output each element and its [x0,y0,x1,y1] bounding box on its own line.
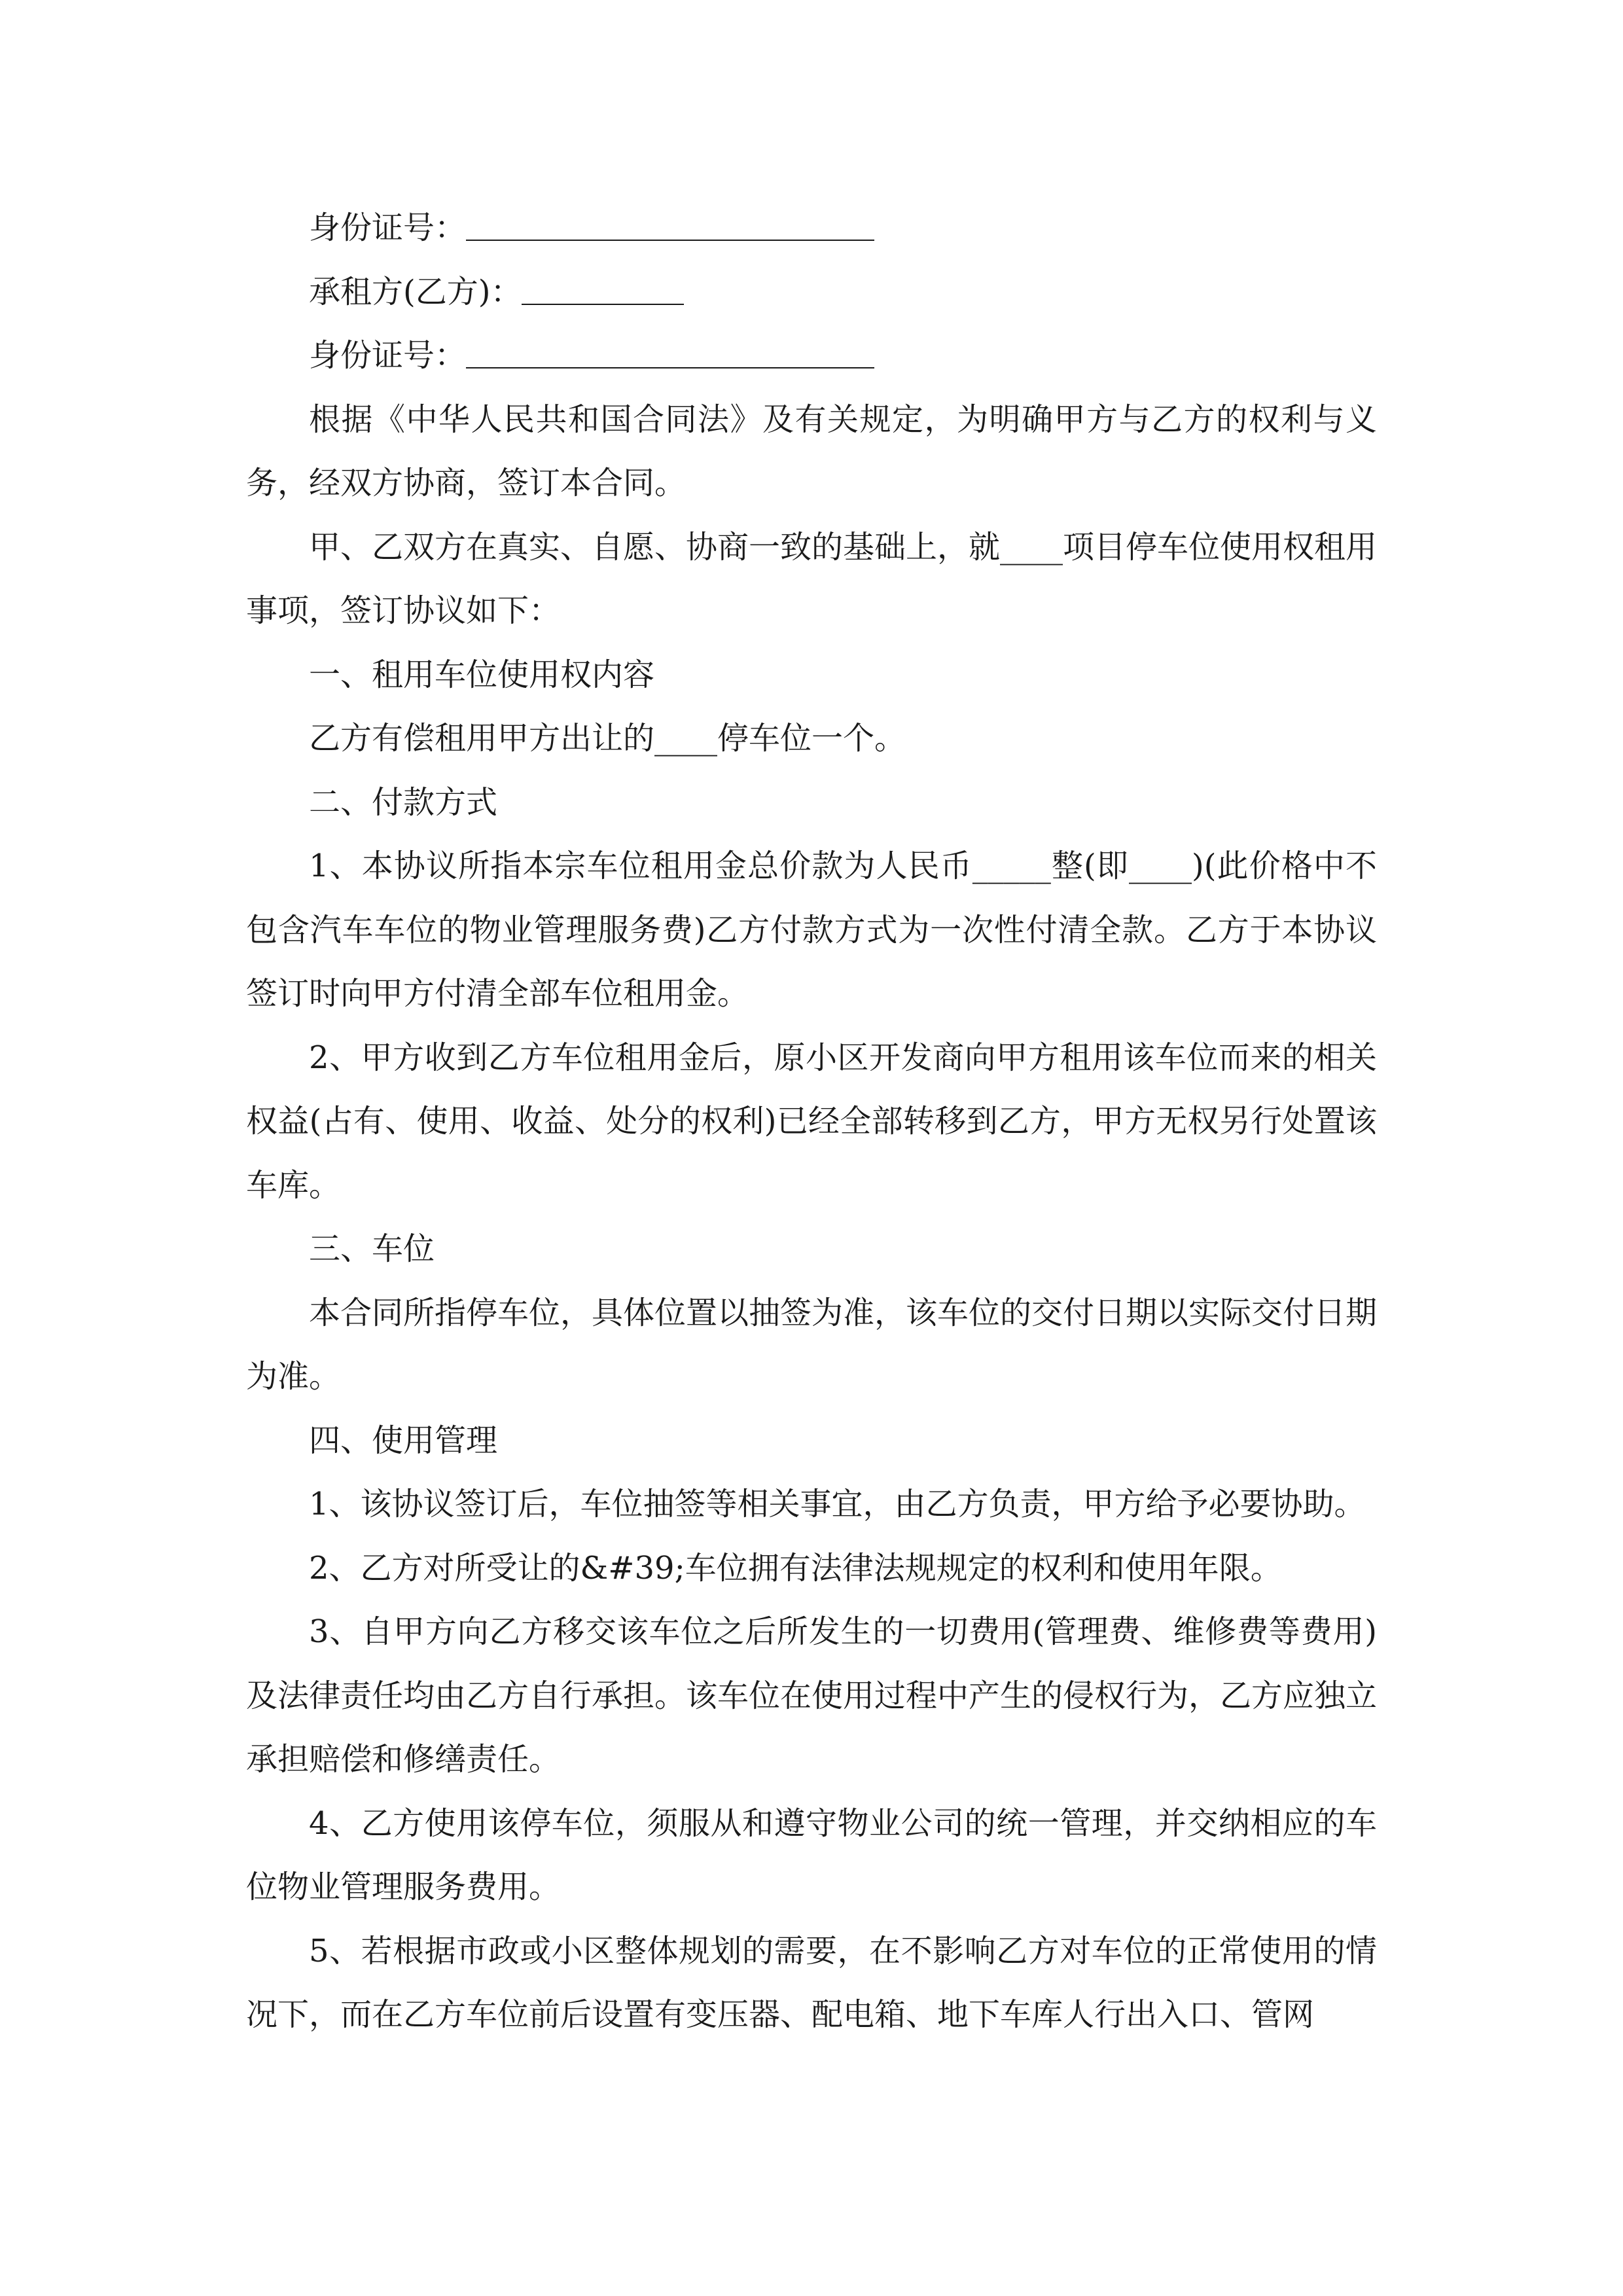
paragraph-usage-5: 5、若根据市政或小区整体规划的需要，在不影响乙方对车位的正常使用的情况下，而在乙方车位前后设置有变压器、配电箱、地下车库人行出入口、管网 [246,1932,1377,2033]
id-number-field-2 [246,324,1377,388]
paragraph-usage-4: 4、乙方使用该停车位，须服从和遵守物业公司的统一管理，并交纳相应的车位物业管理服务费用。 [246,1804,1377,1905]
paragraph-payment-1: 1、本协议所指本宗车位租用金总价款为人民币_____整(即____)(此价格中不包含汽车车位的物业管理服务费)乙方付款方式为一次性付清全款。乙方于本协议签订时向甲方付清全部车位租用金。 [246,848,1377,1012]
section-heading-4: 四、使用管理 [309,1422,498,1459]
section-heading-1: 一、租用车位使用权内容 [309,656,655,693]
fill-in-blank[interactable] [522,272,684,305]
field-label: 承租方(乙方)： [309,273,522,310]
paragraph-agreement-intro: 甲、乙双方在真实、自愿、协商一致的基础上，就____项目停车位使用权租用事项，签订协议如下： [246,528,1378,629]
document-page [246,196,1377,2047]
section-heading-3: 三、车位 [309,1230,435,1267]
lessee-field [246,260,1377,325]
field-label: 身份证号： [309,209,467,246]
paragraph-parking-space: 本合同所指停车位，具体位置以抽签为准，该车位的交付日期以实际交付日期为准。 [246,1294,1378,1395]
paragraph-preamble: 根据《中华人民共和国合同法》及有关规定，为明确甲方与乙方的权利与义务，经双方协商，签订本合同。 [246,401,1377,501]
paragraph-usage-2: 2、乙方对所受让的&#39;车位拥有法律法规规定的权利和使用年限。 [309,1549,1282,1587]
section-heading-2: 二、付款方式 [309,783,498,821]
paragraph-usage-3: 3、自甲方向乙方移交该车位之后所发生的一切费用(管理费、维修费等费用)及法律责任均由乙方自行承担。该车位在使用过程中产生的侵权行为，乙方应独立承担赔偿和修缮责任。 [246,1613,1378,1778]
paragraph-section-1: 乙方有偿租用甲方出让的____停车位一个。 [309,720,906,757]
id-number-field-1 [246,196,1377,260]
paragraph-payment-2: 2、甲方收到乙方车位租用金后，原小区开发商向甲方租用该车位而来的相关权益(占有、使用、收益、处分的权利)已经全部转移到乙方，甲方无权另行处置该车库。 [246,1039,1377,1204]
field-label: 身份证号： [309,337,467,374]
fill-in-blank[interactable] [466,336,874,368]
fill-in-blank[interactable] [466,208,874,241]
paragraph-usage-1: 1、该协议签订后，车位抽签等相关事宜，由乙方负责，甲方给予必要协助。 [309,1486,1366,1522]
